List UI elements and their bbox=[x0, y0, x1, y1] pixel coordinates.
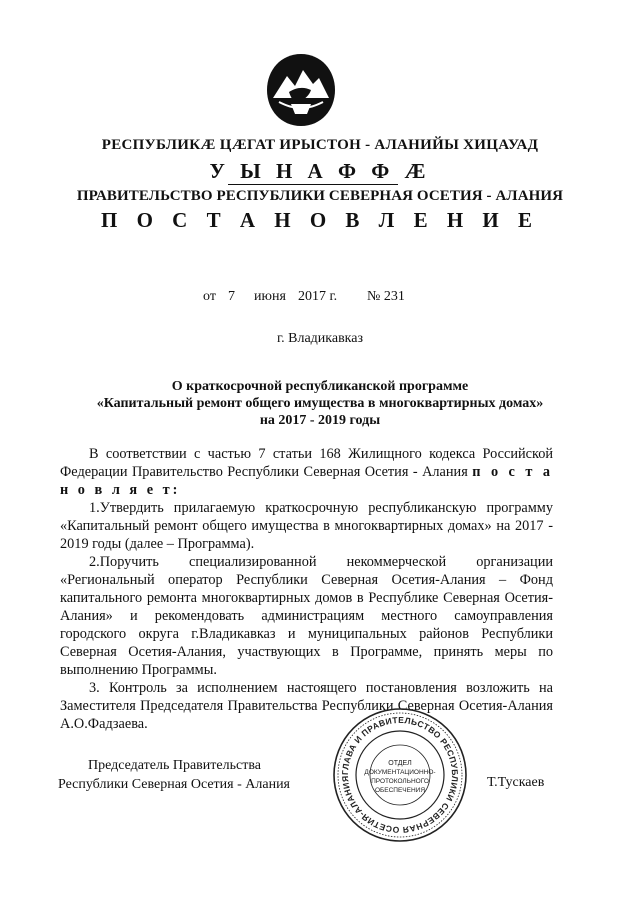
government-header-russian: ПРАВИТЕЛЬСТВО РЕСПУБЛИКИ СЕВЕРНАЯ ОСЕТИЯ - АЛАНИЯ bbox=[76, 188, 564, 204]
signatory-name: Т.Тускаев bbox=[487, 775, 545, 790]
seal-inner-line: ОБЕСПЕЧЕНИЯ bbox=[374, 787, 426, 794]
seal-outer-text: ГЛАВА И ПРАВИТЕЛЬСТВО РЕСПУБЛИКИ СЕВЕРНАЯ ОСЕТИЯ-АЛАНИЯ bbox=[339, 714, 461, 836]
date-day: 7 bbox=[228, 289, 235, 304]
header-divider bbox=[228, 184, 398, 185]
decree-number: № 231 bbox=[367, 289, 405, 304]
signatory-position-line: Председатель Правительства bbox=[88, 758, 261, 773]
signatory-position-line: Республики Северная Осетия - Алания bbox=[58, 777, 290, 792]
decree-title-line: «Капитальный ремонт общего имущества в многоквартирных домах» bbox=[96, 396, 544, 411]
decree-title bbox=[60, 378, 580, 429]
decree-title-line: О краткосрочной республиканской программе bbox=[171, 379, 469, 394]
seal-inner-line: ПРОТОКОЛЬНОГО bbox=[371, 778, 429, 785]
item-3-paragraph: 3. Контроль за исполнением настоящего постановления возложить на Заместителя Председателя Правительства Республики Северная Осетия-Алания А.О.Фадзаева. bbox=[60, 680, 553, 732]
document-type-title: П О С Т А Н О В Л Е Н И Е bbox=[100, 208, 539, 232]
date-year: 2017 г. bbox=[298, 289, 338, 304]
intro-text: В соответствии с частью 7 статьи 168 Жилищного кодекса Российской Федерации Правительство Республики Северная Осетия - Алания bbox=[60, 446, 553, 480]
item-1-paragraph: 1.Утвердить прилагаемую краткосрочную республиканскую программу «Капитальный ремонт общего имущества в многоквартирных домах» на 2017 - 2019 годы (далее – Программа). bbox=[60, 500, 553, 552]
decree-title-line: на 2017 - 2019 годы bbox=[259, 413, 381, 428]
republic-header-ossetian: РЕСПУБЛИКÆ ЦÆГАТ ИРЫСТОН - АЛАНИЙЫ ХИЦАУАД bbox=[101, 137, 539, 153]
issuing-city: г. Владикавказ bbox=[276, 331, 364, 346]
decree-date-row bbox=[0, 289, 640, 307]
intro-paragraph bbox=[60, 445, 553, 499]
item-2-paragraph: 2.Поручить специализированной некоммерческой организации «Региональный оператор Республики Северная Осетия-Алания – Фонд капитального ремонта многоквартирных домов в Республике Северная Осетия-Алания» и рекомендовать администрациям местного самоуправления городского округа г.Владикавказ и муниципальных районов Республики Северная Осетия-Алания, участвующих в Программе, принять меры по выполнению Программы. bbox=[60, 554, 553, 678]
decree-body bbox=[60, 445, 553, 733]
date-from-label: от bbox=[203, 289, 216, 304]
seal-inner-line: ДОКУМЕНТАЦИОННО- bbox=[364, 769, 436, 776]
decree-verb: п о с т а н о в л я е т: bbox=[60, 464, 554, 498]
signatory-position bbox=[58, 756, 290, 794]
date-month: июня bbox=[254, 289, 286, 304]
coat-of-arms-emblem bbox=[265, 52, 337, 128]
seal-inner-line: ОТДЕЛ bbox=[388, 760, 412, 767]
decree-word-ossetian: У Ы Н А Ф Ф Æ bbox=[209, 159, 431, 183]
official-seal-stamp bbox=[330, 705, 470, 845]
